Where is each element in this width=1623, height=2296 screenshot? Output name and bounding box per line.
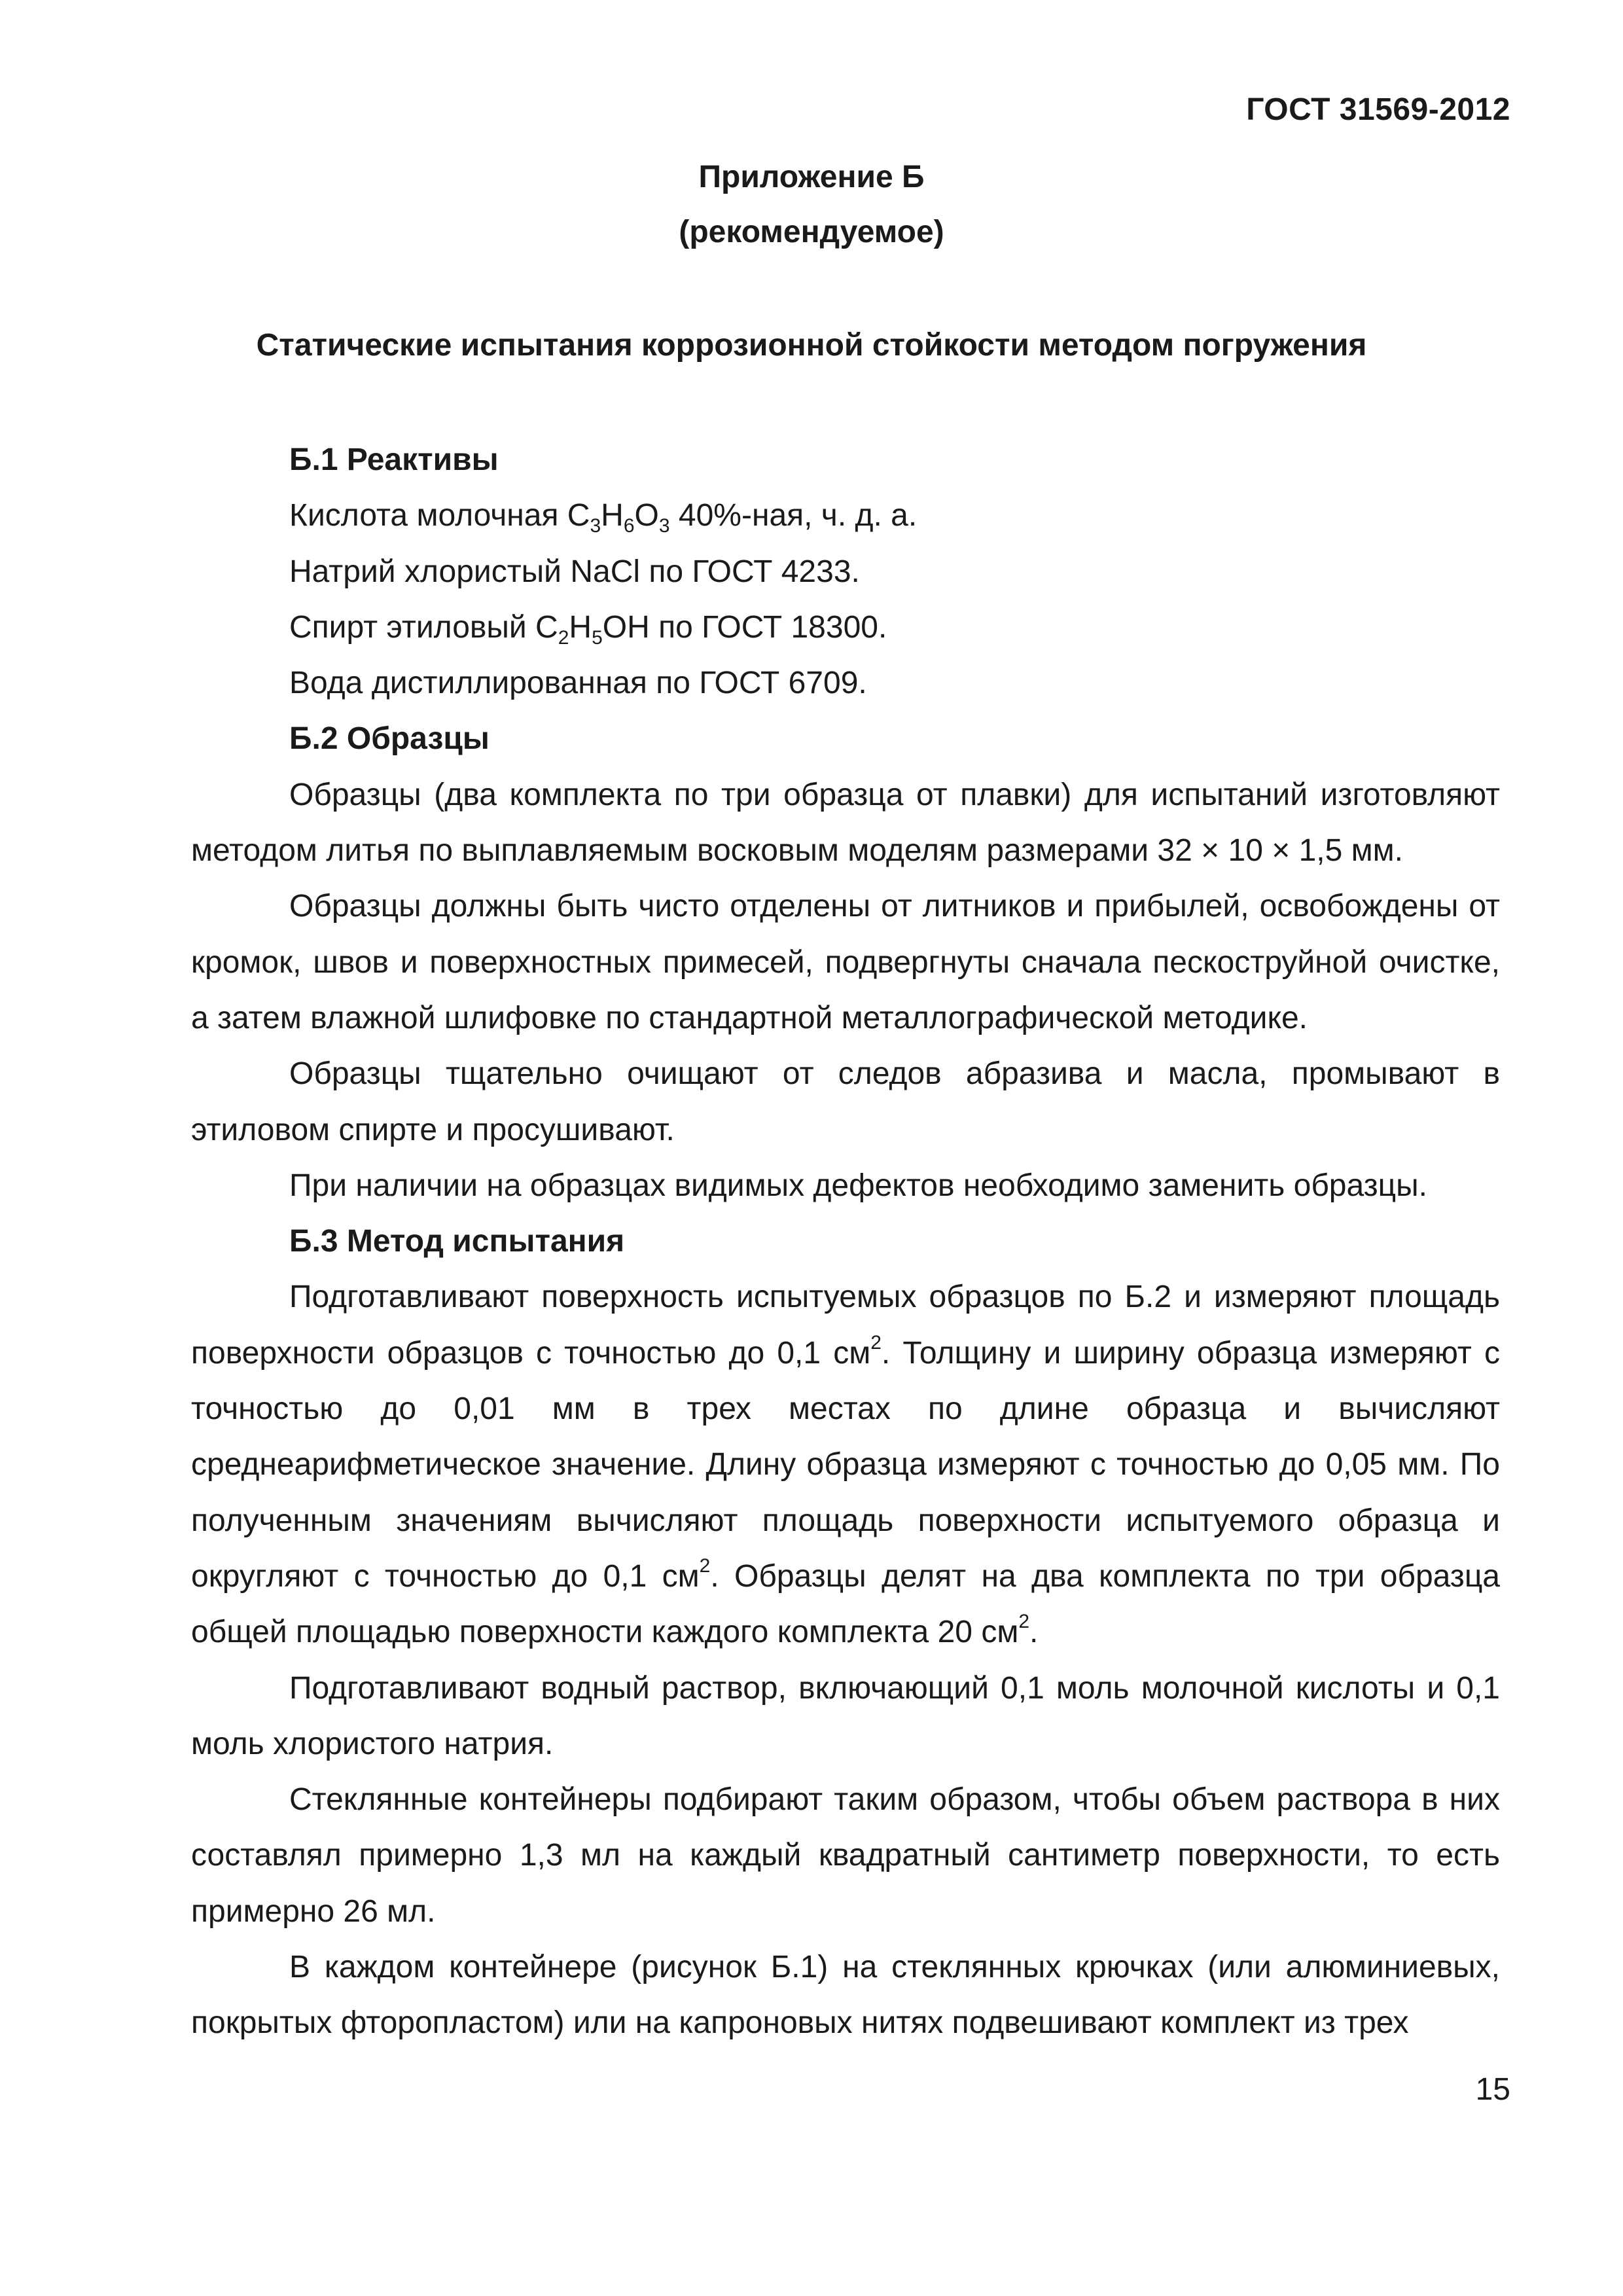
reagent-lactic-acid: Кислота молочная $C_3H_6O_3$ 40%-ная, ч. д. а.: [289, 498, 918, 537]
page-number: 15: [1475, 2072, 1510, 2107]
reagent-distilled-water: Вода дистиллированная по ГОСТ 6709.: [289, 666, 867, 701]
paragraph: В каждом контейнере (рисунок Б.1) на стеклянных крючках (или алюминиевых, покрытых фторопластом) или на капроновых нитях подвешивают комплект из трех: [191, 1950, 1500, 2041]
standard-number: ГОСТ 31569-2012: [1246, 92, 1510, 127]
paragraph: Стеклянные контейнеры подбирают таким образом, чтобы объем раствора в них составлял примерно 1,3 мл на каждый квадратный сантиметр поверхности, то есть примерно 26 мл.: [191, 1782, 1500, 1929]
paragraph: При наличии на образцах видимых дефектов необходимо заменить образцы.: [289, 1168, 1427, 1203]
appendix-title: Приложение Б: [698, 160, 925, 194]
appendix-status: (рекомендуемое): [679, 215, 944, 249]
paragraph: Образцы должны быть чисто отделены от литников и прибылей, освобождены от кромок, швов и поверхностных примесей, подвергнуты сначала пескоструйной очистке, а затем влажной шлифовке по стандартной металлографической методике.: [191, 889, 1500, 1035]
paragraph: Образцы тщательно очищают от следов абразива и масла, промывают в этиловом спирте и просушивают.: [191, 1056, 1500, 1147]
section-b2-title: Б.2 Образцы: [289, 721, 490, 757]
reagent-sodium-chloride: Натрий хлористый NaCl по ГОСТ 4233.: [289, 554, 860, 589]
document-body: [191, 432, 1500, 2051]
section-b3-title: Б.3 Метод испытания: [289, 1224, 625, 1259]
appendix-heading: Статические испытания коррозионной стойкости методом погружения: [256, 328, 1367, 363]
paragraph: Образцы (два комплекта по три образца от плавки) для испытаний изготовляют методом литья по выплавляемым восковым моделям размерами 32 × 10 × 1,5 мм.: [191, 777, 1500, 869]
paragraph: Подготавливают водный раствор, включающий 0,1 моль молочной кислоты и 0,1 моль хлористого натрия.: [191, 1670, 1500, 1761]
reagent-ethanol: Спирт этиловый $C_2H_5OH$ по ГОСТ 18300.: [289, 609, 887, 649]
paragraph: Подготавливают поверхность испытуемых образцов по Б.2 и измеряют площадь поверхности образцов с точностью до 0,1 $см^2$. Толщину и ширину образца измеряют с точностью до 0,01 мм в трех местах по длине образца и вычисляют среднеарифметическое значение. Длину образца измеряют с точностью до 0,05 мм. По полученным значениям вычисляют площадь поверхности испытуемого образца и округляют с точностью до 0,1 $см^2$. Образцы делят на два комплекта по три образца общей площадью поверхности каждого комплекта 20 $см^2$.: [191, 1280, 1501, 1650]
section-b1-title: Б.1 Реактивы: [289, 442, 499, 477]
